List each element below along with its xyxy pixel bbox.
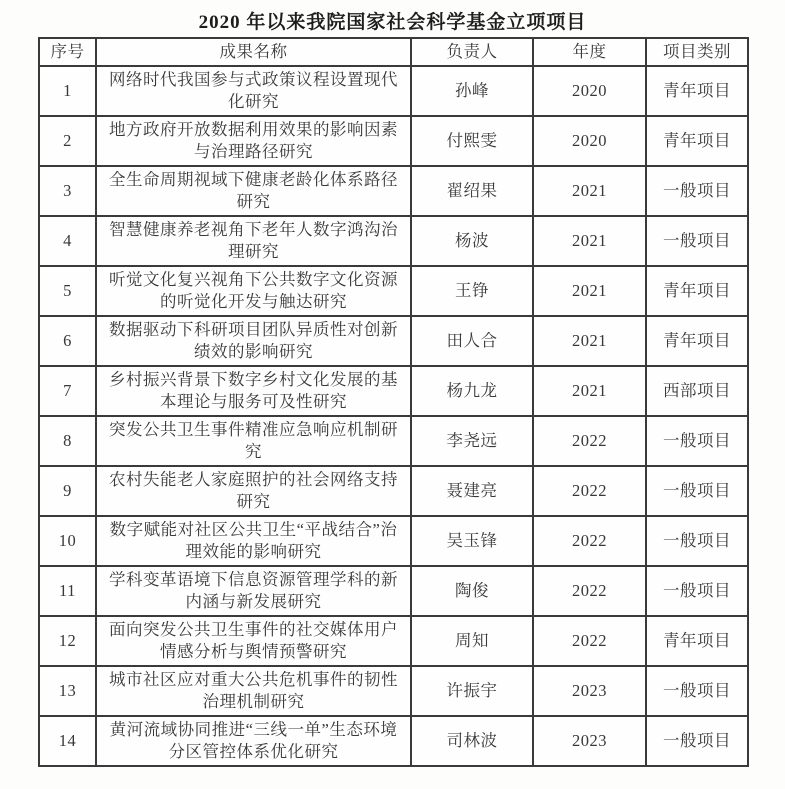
cell-year: 2020 — [533, 66, 646, 116]
cell-category: 一般项目 — [646, 416, 748, 466]
cell-serial-number: 1 — [39, 66, 96, 116]
cell-project-name: 网络时代我国参与式政策议程设置现代化研究 — [96, 66, 411, 116]
cell-serial-number: 11 — [39, 566, 96, 616]
cell-project-name: 数字赋能对社区公共卫生“平战结合”治理效能的影响研究 — [96, 516, 411, 566]
table-row — [39, 416, 748, 466]
header-principal: 负责人 — [411, 38, 533, 66]
table-header-row — [39, 38, 748, 66]
cell-category: 一般项目 — [646, 466, 748, 516]
cell-principal: 聂建亮 — [411, 466, 533, 516]
cell-year: 2021 — [533, 216, 646, 266]
cell-category: 青年项目 — [646, 66, 748, 116]
header-year: 年度 — [533, 38, 646, 66]
cell-category: 一般项目 — [646, 566, 748, 616]
cell-serial-number: 10 — [39, 516, 96, 566]
cell-category: 青年项目 — [646, 616, 748, 666]
table-row — [39, 516, 748, 566]
cell-category: 西部项目 — [646, 366, 748, 416]
header-project-name: 成果名称 — [96, 38, 411, 66]
cell-project-name: 农村失能老人家庭照护的社会网络支持研究 — [96, 466, 411, 516]
cell-principal: 王铮 — [411, 266, 533, 316]
cell-principal: 杨九龙 — [411, 366, 533, 416]
cell-serial-number: 5 — [39, 266, 96, 316]
cell-year: 2023 — [533, 716, 646, 766]
cell-project-name: 全生命周期视域下健康老龄化体系路径研究 — [96, 166, 411, 216]
cell-category: 青年项目 — [646, 316, 748, 366]
table-body — [39, 66, 748, 766]
cell-year: 2021 — [533, 166, 646, 216]
cell-category: 一般项目 — [646, 666, 748, 716]
cell-project-name: 黄河流域协同推进“三线一单”生态环境分区管控体系优化研究 — [96, 716, 411, 766]
projects-table — [38, 37, 749, 767]
cell-serial-number: 8 — [39, 416, 96, 466]
table-row — [39, 166, 748, 216]
cell-principal: 翟绍果 — [411, 166, 533, 216]
cell-project-name: 听觉文化复兴视角下公共数字文化资源的听觉化开发与触达研究 — [96, 266, 411, 316]
cell-serial-number: 13 — [39, 666, 96, 716]
cell-year: 2022 — [533, 466, 646, 516]
page-title: 2020 年以来我院国家社会科学基金立项项目 — [198, 12, 587, 33]
cell-principal: 杨波 — [411, 216, 533, 266]
cell-principal: 陶俊 — [411, 566, 533, 616]
cell-category: 一般项目 — [646, 166, 748, 216]
cell-year: 2021 — [533, 266, 646, 316]
table-row — [39, 716, 748, 766]
cell-year: 2021 — [533, 366, 646, 416]
table-row — [39, 116, 748, 166]
cell-year: 2022 — [533, 516, 646, 566]
table-row — [39, 216, 748, 266]
header-category: 项目类别 — [646, 38, 748, 66]
cell-principal: 田人合 — [411, 316, 533, 366]
cell-year: 2020 — [533, 116, 646, 166]
cell-category: 一般项目 — [646, 516, 748, 566]
cell-serial-number: 9 — [39, 466, 96, 516]
table-row — [39, 616, 748, 666]
table-row — [39, 66, 748, 116]
table-row — [39, 266, 748, 316]
cell-category: 青年项目 — [646, 116, 748, 166]
cell-project-name: 城市社区应对重大公共危机事件的韧性治理机制研究 — [96, 666, 411, 716]
cell-serial-number: 4 — [39, 216, 96, 266]
cell-category: 青年项目 — [646, 266, 748, 316]
cell-serial-number: 6 — [39, 316, 96, 366]
cell-category: 一般项目 — [646, 216, 748, 266]
cell-project-name: 突发公共卫生事件精准应急响应机制研究 — [96, 416, 411, 466]
cell-serial-number: 3 — [39, 166, 96, 216]
table-row — [39, 666, 748, 716]
cell-year: 2023 — [533, 666, 646, 716]
cell-serial-number: 14 — [39, 716, 96, 766]
header-serial-number: 序号 — [39, 38, 96, 66]
cell-year: 2021 — [533, 316, 646, 366]
cell-year: 2022 — [533, 416, 646, 466]
cell-serial-number: 12 — [39, 616, 96, 666]
table-row — [39, 316, 748, 366]
cell-project-name: 地方政府开放数据利用效果的影响因素与治理路径研究 — [96, 116, 411, 166]
cell-principal: 孙峰 — [411, 66, 533, 116]
cell-project-name: 面向突发公共卫生事件的社交媒体用户情感分析与舆情预警研究 — [96, 616, 411, 666]
cell-serial-number: 2 — [39, 116, 96, 166]
cell-project-name: 乡村振兴背景下数字乡村文化发展的基本理论与服务可及性研究 — [96, 366, 411, 416]
cell-principal: 李尧远 — [411, 416, 533, 466]
cell-project-name: 学科变革语境下信息资源管理学科的新内涵与新发展研究 — [96, 566, 411, 616]
cell-project-name: 数据驱动下科研项目团队异质性对创新绩效的影响研究 — [96, 316, 411, 366]
cell-principal: 付熙雯 — [411, 116, 533, 166]
cell-principal: 许振宇 — [411, 666, 533, 716]
cell-principal: 周知 — [411, 616, 533, 666]
table-row — [39, 466, 748, 516]
cell-year: 2022 — [533, 616, 646, 666]
cell-principal: 司林波 — [411, 716, 533, 766]
table-row — [39, 366, 748, 416]
cell-project-name: 智慧健康养老视角下老年人数字鸿沟治理研究 — [96, 216, 411, 266]
table-row — [39, 566, 748, 616]
cell-year: 2022 — [533, 566, 646, 616]
cell-principal: 吴玉锋 — [411, 516, 533, 566]
cell-category: 一般项目 — [646, 716, 748, 766]
cell-serial-number: 7 — [39, 366, 96, 416]
